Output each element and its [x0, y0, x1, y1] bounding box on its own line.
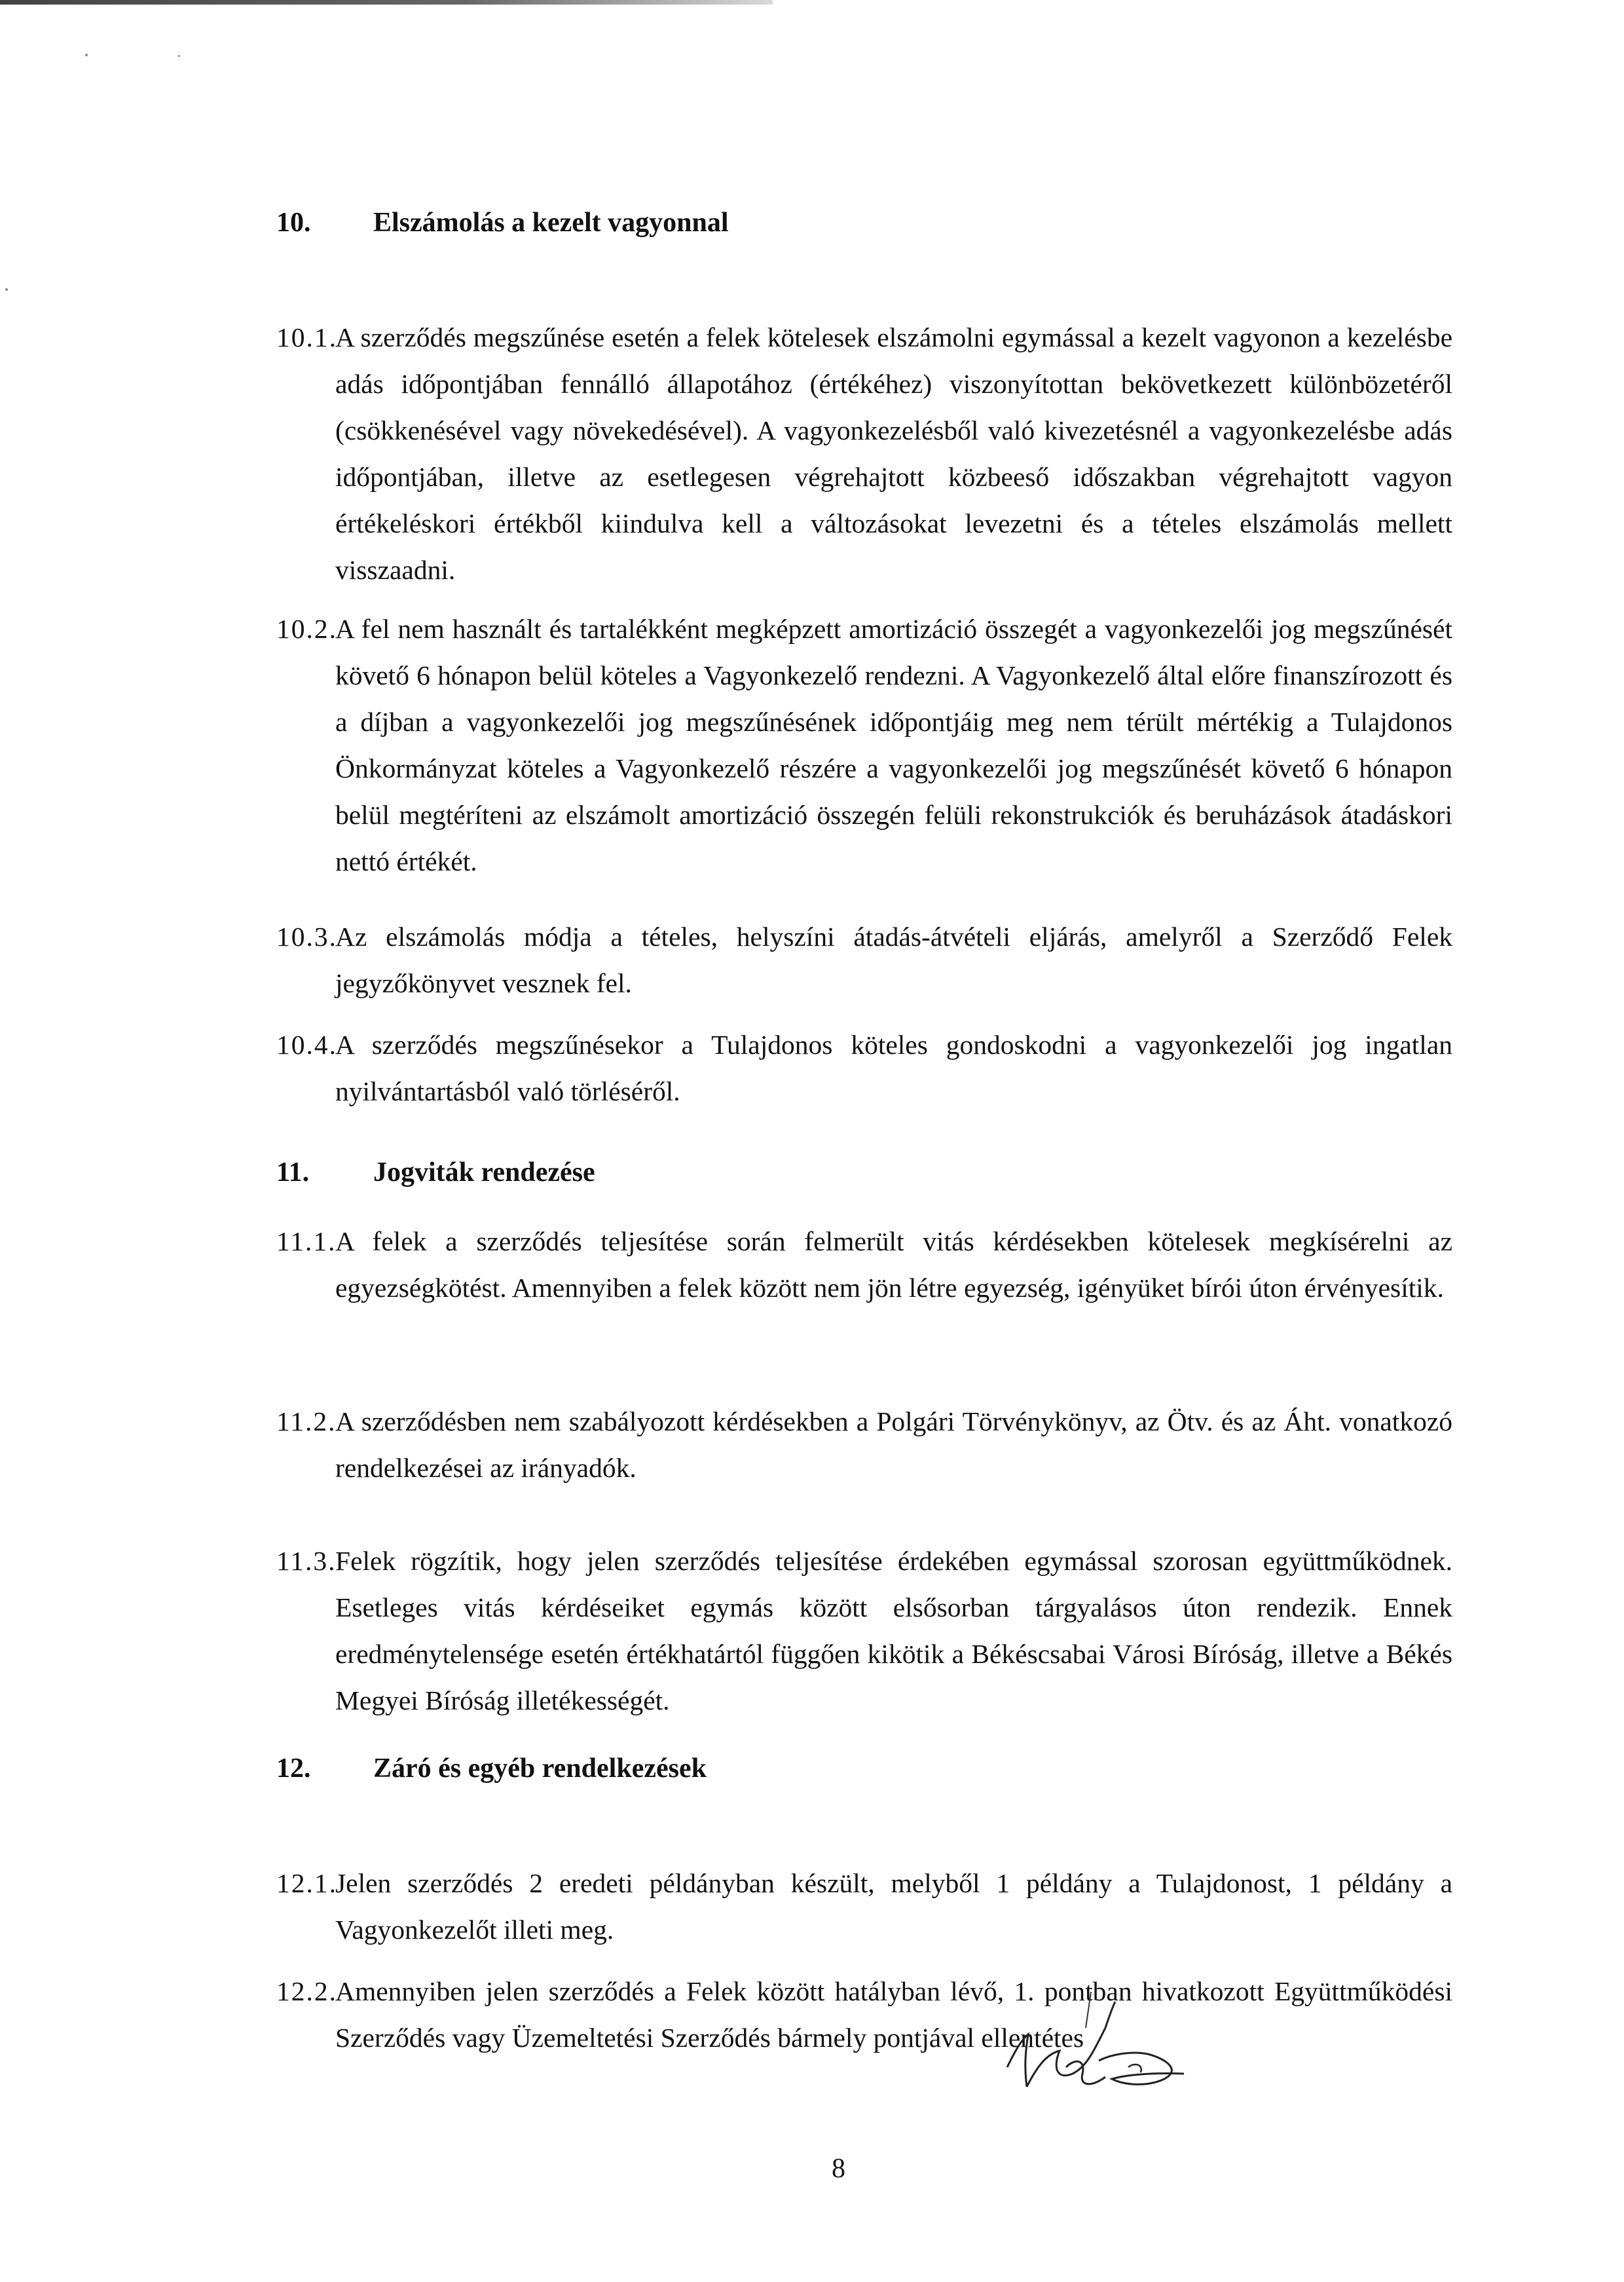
paragraph-10-2	[276, 606, 1452, 885]
section-number: 12.	[276, 1753, 311, 1784]
paragraph-number: 11.3.	[276, 1546, 337, 1576]
paragraph-text: A szerződésben nem szabályozott kérdésekben a Polgári Törvénykönyv, az Ötv. és az Áht. vonatkozó rendelkezései az irányadók.	[335, 1406, 1452, 1483]
section-title: Elszámolás a kezelt vagyonnal	[373, 208, 729, 238]
paragraph-number: 10.1.	[276, 322, 337, 352]
paragraph-number: 11.2.	[276, 1406, 337, 1436]
paragraph-text: Jelen szerződés 2 eredeti példányban készült, melyből 1 példány a Tulajdonost, 1 példány a Vagyonkezelőt illeti meg.	[335, 1868, 1452, 1945]
paragraph-11-3	[276, 1538, 1452, 1724]
page-number: 8	[832, 2154, 845, 2184]
section-heading-10	[276, 200, 729, 246]
section-title: Jogviták rendezése	[373, 1157, 595, 1188]
paragraph-10-3	[276, 914, 1452, 1007]
paragraph-number: 11.1.	[276, 1226, 337, 1256]
paragraph-text: Felek rögzítik, hogy jelen szerződés teljesítése érdekében egymással szorosan együttműködnek. Esetleges vitás kérdéseiket egymás között elsősorban tárgyalásos úton rendezik. Ennek eredménytelensége esetén értékhatártól függően kikötik a Békéscsabai Városi Bíróság, illetve a Békés Megyei Bíróság illetékességét.	[335, 1546, 1452, 1715]
paragraph-11-1	[276, 1218, 1452, 1311]
paragraph-text: Az elszámolás módja a tételes, helyszíni átadás-átvételi eljárás, amelyről a Szerződő Felek jegyzőkönyvet vesznek fel.	[335, 922, 1452, 998]
paragraph-text: A szerződés megszűnésekor a Tulajdonos köteles gondoskodni a vagyonkezelői jog ingatlan nyilvántartásból való törléséről.	[335, 1030, 1452, 1106]
paragraph-text: Amennyiben jelen szerződés a Felek között hatályban lévő, 1. pontban hivatkozott Együttműködési Szerződés vagy Üzemeltetési Szerződés bármely pontjával ellentétes	[335, 1976, 1452, 2053]
section-title: Záró és egyéb rendelkezések	[373, 1753, 707, 1784]
paragraph-text: A felek a szerződés teljesítése során felmerült vitás kérdésekben kötelesek megkísérelni az egyezségkötést. Amennyiben a felek között nem jön létre egyezség, igényüket bírói úton érvényesítik.	[335, 1226, 1452, 1303]
paragraph-11-2	[276, 1398, 1452, 1491]
section-number: 10.	[276, 208, 311, 238]
paragraph-number: 12.1.	[276, 1868, 337, 1898]
paragraph-number: 12.2.	[276, 1976, 337, 2006]
paragraph-text: A fel nem használt és tartalékként megképzett amortizáció összegét a vagyonkezelői jog megszűnését követő 6 hónapon belül köteles a Vagyonkezelő rendezni. A Vagyonkezelő által előre finanszírozott és a díjban a vagyonkezelői jog megszűnésének időpontjáig meg nem térült mértékig a Tulajdonos Önkormányzat köteles a Vagyonkezelő részére a vagyonkezelői jog megszűnését követő 6 hónapon belül megtéríteni az elszámolt amortizáció összegén felüli rekonstrukciók és beruházások átadáskori nettó értékét.	[335, 614, 1452, 876]
paragraph-12-1	[276, 1860, 1452, 1953]
section-number: 11.	[276, 1157, 310, 1188]
section-heading-11	[276, 1150, 595, 1196]
paragraph-number: 10.4.	[276, 1030, 337, 1060]
paragraph-number: 10.3.	[276, 922, 337, 952]
paragraph-number: 10.2.	[276, 614, 337, 644]
section-heading-12	[276, 1746, 707, 1792]
paragraph-10-1	[276, 314, 1452, 593]
paragraph-10-4	[276, 1022, 1452, 1115]
paragraph-text: A szerződés megszűnése esetén a felek kötelesek elszámolni egymással a kezelt vagyonon a kezelésbe adás időpontjában fennálló állapotához (értékéhez) viszonyítottan bekövetkezett különbözetéről (csökkenésével vagy növekedésével). A vagyonkezelésből való kivezetésnél a vagyonkezelésbe adás időpontjában, illetve az esetlegesen végrehajtott közbeeső időszakban végrehajtott vagyon értékeléskori értékből kiindulva kell a változásokat levezetni és a tételes elszámolás mellett visszaadni.	[335, 322, 1452, 585]
signature	[1001, 1989, 1197, 2120]
paragraph-12-2	[276, 1968, 1452, 2061]
